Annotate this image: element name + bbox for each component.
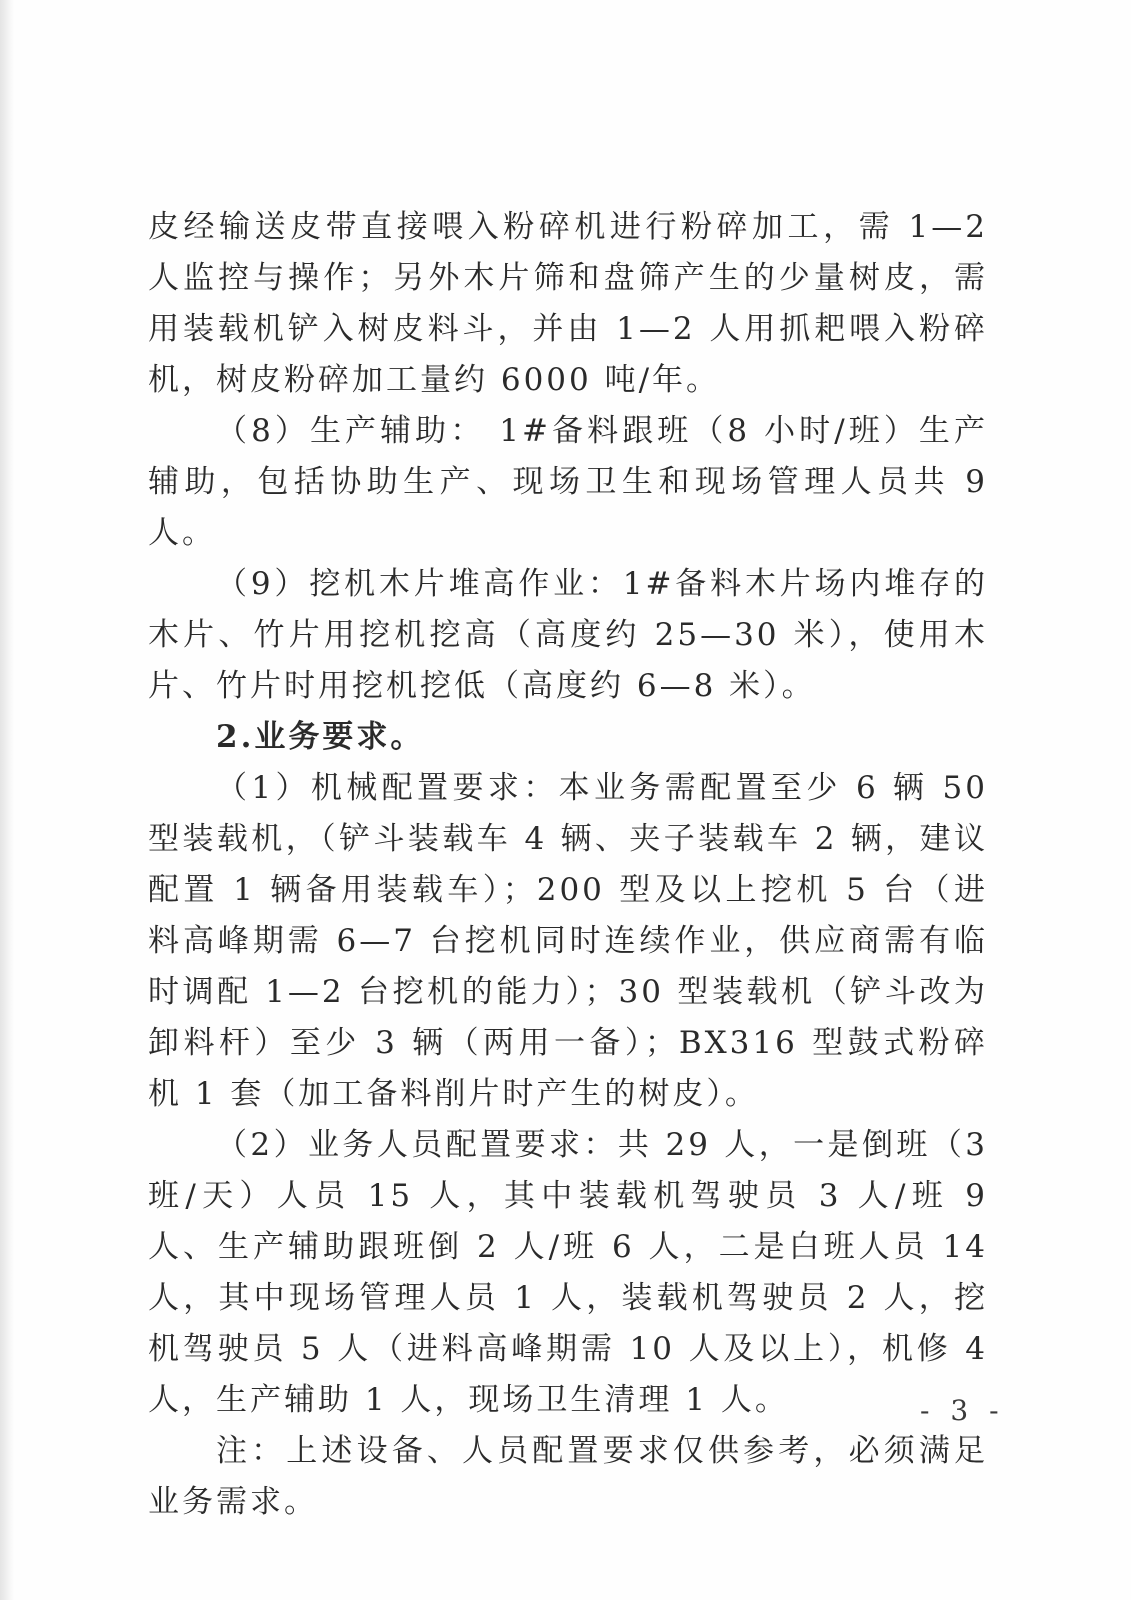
scan-edge-shadow [0,0,14,1600]
paragraph-production-support: （8）生产辅助： 1#备料跟班（8 小时/班）生产辅助，包括协助生产、现场卫生和现场管理人员共 9 人。 [148,413,988,551]
paragraph-excavator-stacking: （9）挖机木片堆高作业：1#备料木片场内堆存的木片、竹片用挖机挖高（高度约 25—30 米），使用木片、竹片时用挖机挖低（高度约 6—8 米）。 [148,566,988,704]
page-number: - 3 - [920,1394,1005,1427]
paragraph-staffing-requirements: （2）业务人员配置要求：共 29 人，一是倒班（3 班/天）人员 15 人，其中装载机驾驶员 3 人/班 9 人、生产辅助跟班倒 2 人/班 6 人，二是白班人员 14 人，其中现场管理人员 1 人，装载机驾驶员 2 人，挖机驾驶员 5 人（进料高峰期需 10 人及以上），机修 4 人，生产辅助 1 人，现场卫生清理 1 人。 [148,1127,988,1418]
document-body [148,202,988,1528]
paragraph-bark-crushing: 皮经输送皮带直接喂入粉碎机进行粉碎加工，需 1—2 人监控与操作；另外木片筛和盘筛产生的少量树皮，需用装载机铲入树皮料斗，并由 1—2 人用抓耙喂入粉碎机，树皮粉碎加工量约 6000 吨/年。 [148,209,988,398]
section-heading-business-requirements: 2.业务要求。 [216,719,425,755]
paragraph-machinery-requirements: （1）机械配置要求：本业务需配置至少 6 辆 50 型装载机，（铲斗装载车 4 辆、夹子装载车 2 辆，建议配置 1 辆备用装载车）；200 型及以上挖机 5 台（进料高峰期需 6—7 台挖机同时连续作业，供应商需有临时调配 1—2 台挖机的能力）；30 型装载机（铲斗改为卸料杆）至少 3 辆（两用一备）；BX316 型鼓式粉碎机 1 套（加工备料削片时产生的树皮）。 [148,770,988,1112]
paragraph-note: 注：上述设备、人员配置要求仅供参考，必须满足业务需求。 [148,1433,988,1520]
